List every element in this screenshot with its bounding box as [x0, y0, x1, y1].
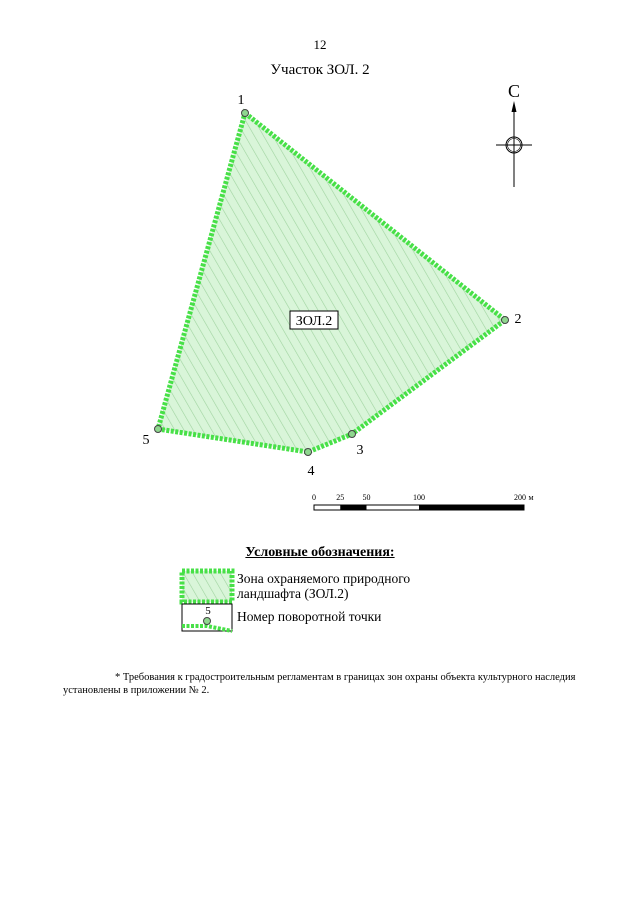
point-label-2: 2 — [514, 312, 522, 327]
point-label-3: 3 — [356, 443, 364, 458]
legend-point-swatch — [182, 604, 232, 631]
scale-tick-50: 50 — [362, 493, 371, 502]
point-label-4: 4 — [307, 464, 315, 479]
plot-title: Участок ЗОЛ. 2 — [270, 62, 370, 78]
page-number: 12 — [313, 37, 327, 52]
north-label: С — [507, 81, 521, 101]
turning-point-3 — [349, 431, 364, 459]
point-label-1: 1 — [237, 93, 245, 108]
turning-point-2 — [502, 312, 522, 327]
turning-point-5 — [143, 426, 162, 449]
legend-zone-swatch — [182, 571, 232, 602]
legend-point-label: Номер поворотной точки — [237, 609, 382, 624]
legend-zone-label: Зона охраняемого природного ландшафта (ЗОЛ.2) — [237, 571, 411, 601]
zone-polygon — [158, 113, 505, 452]
turning-point-4 — [305, 449, 315, 480]
turning-point-1 — [238, 93, 249, 117]
footnote-text: * Требования к градостроительным регламентам в границах зон охраны объекта культурного наследия установлены в приложении № 2. — [63, 672, 576, 696]
scale-tick-200: 200 — [514, 493, 526, 502]
scale-bar — [312, 493, 534, 510]
zone-label: ЗОЛ.2 — [295, 314, 333, 329]
scale-tick-25: 25 — [336, 493, 345, 502]
scale-unit: м — [528, 493, 534, 502]
legend-title: Условные обозначения: — [245, 545, 395, 560]
scale-tick-100: 100 — [413, 493, 425, 502]
scale-tick-0: 0 — [312, 493, 316, 502]
legend-point-sample-number: 5 — [205, 605, 211, 617]
footnote — [63, 671, 583, 697]
north-arrow-icon — [496, 81, 532, 187]
point-label-5: 5 — [142, 433, 150, 448]
